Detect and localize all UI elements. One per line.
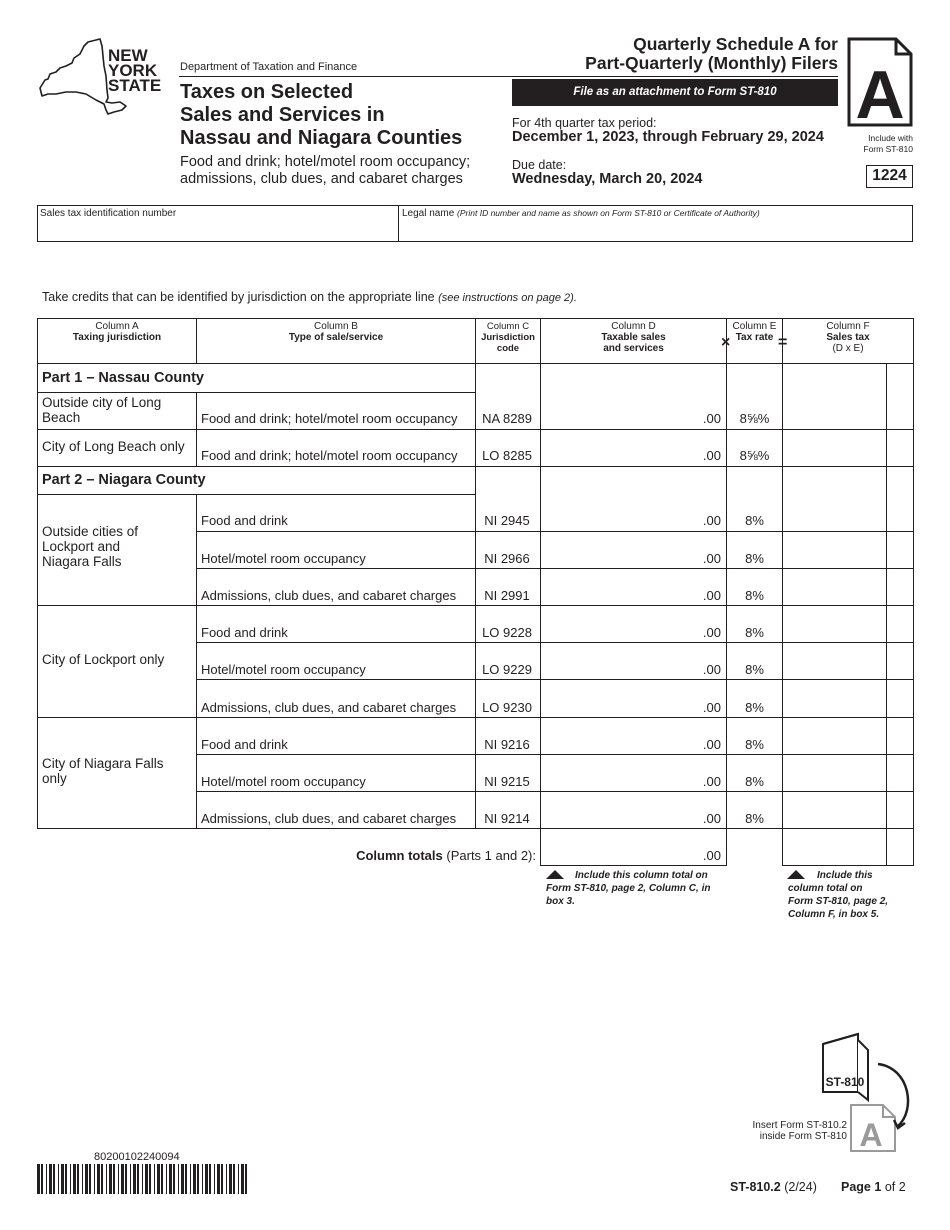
taxable-sales-input[interactable]: .00: [702, 662, 721, 677]
schedule-title: Quarterly Schedule A for Part-Quarterly (Monthly) Filers: [585, 34, 838, 73]
barcode-bar: [53, 1164, 55, 1194]
taxable-sales-input[interactable]: .00: [702, 513, 721, 528]
barcode-bar: [89, 1164, 91, 1194]
code-cell: LO 9230: [482, 700, 532, 715]
barcode-bar: [118, 1164, 119, 1194]
grid-line: [196, 791, 914, 792]
grid-line: [37, 605, 914, 606]
barcode-bar: [169, 1164, 172, 1194]
barcode-bar: [233, 1164, 235, 1194]
tax-rate-cell: 8%: [745, 774, 764, 789]
jurisdiction-cell: Outside city of Long Beach: [42, 395, 162, 425]
barcode-bar: [241, 1164, 244, 1194]
service-cell: Food and drink; hotel/motel room occupancy: [201, 448, 458, 463]
code-cell: LO 9229: [482, 662, 532, 677]
column-f-total-note: Include this column total on Form ST-810, page 2, Column F, in box 5.: [788, 870, 889, 920]
barcode-bar: [214, 1164, 215, 1194]
barcode-bar: [145, 1164, 148, 1194]
service-cell: Food and drink: [201, 625, 288, 640]
footer-icon-back-letter: A: [859, 1117, 883, 1153]
barcode-bar: [205, 1164, 208, 1194]
barcode-bar: [221, 1164, 223, 1194]
footer-icon-front-label: ST-810: [825, 1075, 865, 1089]
barcode-bar: [173, 1164, 175, 1194]
barcode-bar: [85, 1164, 88, 1194]
column-b-header: Column B Type of sale/service: [288, 321, 384, 343]
barcode-bar: [245, 1164, 247, 1194]
barcode-bar: [217, 1164, 220, 1194]
tax-rate-cell: 8%: [745, 700, 764, 715]
barcode-bar: [49, 1164, 52, 1194]
grid-line: [196, 531, 914, 532]
header-rule: [179, 76, 838, 77]
grid-line: [540, 865, 727, 866]
due-date-label: Due date:: [512, 158, 567, 172]
period-value: December 1, 2023, through February 29, 2024: [512, 129, 824, 145]
grid-line: [196, 568, 914, 569]
legal-name-note: (Print ID number and name as shown on Form ST-810 or Certificate of Authority): [457, 208, 760, 218]
credit-instruction: [42, 290, 577, 304]
grid-line: [196, 754, 914, 755]
taxable-sales-input[interactable]: .00: [702, 625, 721, 640]
grid-line: [782, 865, 914, 866]
part-2-title: Part 2 – Niagara County: [42, 472, 206, 488]
schedule-a-document-icon: [846, 36, 914, 128]
grid-line: [196, 679, 914, 680]
grid-line: [37, 717, 914, 718]
logo-line-york: YORK: [108, 61, 158, 80]
taxable-sales-input[interactable]: .00: [702, 588, 721, 603]
barcode-bar: [109, 1164, 112, 1194]
column-e-header: Column E Tax rate: [732, 321, 777, 343]
code-cell: LO 8285: [482, 448, 532, 463]
part-1-title: Part 1 – Nassau County: [42, 370, 204, 386]
taxable-sales-input[interactable]: .00: [702, 448, 721, 463]
form-code-box: 1224: [866, 165, 913, 188]
tax-rate-cell: 8⅝%: [739, 448, 770, 463]
barcode-bar: [65, 1164, 67, 1194]
tax-rate-cell: 8%: [745, 625, 764, 640]
barcode-bar: [178, 1164, 179, 1194]
legal-name-label: Legal name: [402, 208, 455, 219]
service-cell: Admissions, club dues, and cabaret charges: [201, 811, 457, 826]
legal-name-field[interactable]: [402, 208, 760, 219]
code-cell: NI 9214: [484, 811, 530, 826]
barcode-bar: [97, 1164, 100, 1194]
code-cell: NA 8289: [482, 411, 532, 426]
taxable-sales-input[interactable]: .00: [702, 737, 721, 752]
code-cell: NI 9216: [484, 737, 530, 752]
barcode-bar: [125, 1164, 127, 1194]
jurisdiction-cell: Outside cities of Lockport and Niagara Falls: [42, 524, 139, 569]
new-york-state-logo: [36, 36, 164, 116]
grid-line: [37, 828, 914, 829]
barcode-number: 80200102240094: [94, 1151, 180, 1163]
code-cell: NI 2945: [484, 513, 530, 528]
code-cell: NI 2991: [484, 588, 530, 603]
taxable-sales-input[interactable]: .00: [702, 411, 721, 426]
code-cell: NI 9215: [484, 774, 530, 789]
barcode-bar: [101, 1164, 103, 1194]
jurisdiction-cell: City of Lockport only: [42, 652, 165, 667]
barcode-bar: [229, 1164, 232, 1194]
attachment-banner: File as an attachment to Form ST-810: [512, 79, 838, 106]
grid-line: [913, 318, 914, 866]
sales-tax-id-field[interactable]: Sales tax identification number: [40, 208, 177, 219]
tax-rate-cell: 8%: [745, 737, 764, 752]
page-number: Page 1 of 2: [841, 1180, 906, 1194]
code-cell: LO 9228: [482, 625, 532, 640]
barcode-bar: [149, 1164, 151, 1194]
schedule-letter: A: [855, 57, 905, 128]
barcode-bar: [113, 1164, 115, 1194]
barcode-bar: [226, 1164, 227, 1194]
barcode-bar: [154, 1164, 155, 1194]
barcode-bar: [46, 1164, 47, 1194]
credit-instruction-note: (see instructions on page 2).: [438, 292, 577, 304]
column-a-header: Column A Taxing jurisdiction: [72, 321, 162, 343]
barcode-bar: [209, 1164, 211, 1194]
tax-rate-cell: 8%: [745, 551, 764, 566]
barcode-bar: [137, 1164, 139, 1194]
tax-rate-cell: 8%: [745, 811, 764, 826]
barcode-bar: [161, 1164, 163, 1194]
barcode-bar: [61, 1164, 64, 1194]
grid-line: [37, 466, 914, 467]
taxable-sales-input[interactable]: .00: [702, 811, 721, 826]
taxable-sales-input[interactable]: .00: [702, 774, 721, 789]
service-cell: Food and drink; hotel/motel room occupancy: [201, 411, 458, 426]
barcode-bar: [238, 1164, 239, 1194]
equals-icon: =: [778, 334, 788, 351]
barcode-bar: [190, 1164, 191, 1194]
barcode-bar: [106, 1164, 107, 1194]
column-f-header: Column F Sales tax (D x E): [826, 321, 870, 354]
column-totals-label: Column totals (Parts 1 and 2):: [356, 848, 536, 863]
period-label: For 4th quarter tax period:: [512, 116, 657, 130]
barcode-bar: [133, 1164, 136, 1194]
form-title: Taxes on Selected Sales and Services in Nassau and Niagara Counties: [180, 81, 463, 149]
form-subtitle: Food and drink; hotel/motel room occupancy; admissions, club dues, and cabaret charges: [180, 154, 471, 187]
barcode-bar: [197, 1164, 199, 1194]
barcode-bar: [94, 1164, 95, 1194]
barcode-bar: [181, 1164, 184, 1194]
department-name: Department of Taxation and Finance: [180, 61, 358, 73]
barcode-bar: [130, 1164, 131, 1194]
service-cell: Admissions, club dues, and cabaret charges: [201, 700, 457, 715]
logo-line-new: NEW: [108, 46, 148, 65]
service-cell: Food and drink: [201, 513, 288, 528]
tax-rate-cell: 8%: [745, 588, 764, 603]
identification-divider: [398, 205, 399, 242]
column-c-header: Column C Jurisdiction code: [481, 321, 535, 354]
service-cell: Hotel/motel room occupancy: [201, 774, 366, 789]
column-d-total-input[interactable]: .00: [702, 848, 721, 863]
grid-line: [37, 392, 476, 393]
barcode-bar: [166, 1164, 167, 1194]
barcode-bar: [82, 1164, 83, 1194]
grid-line: [782, 318, 783, 866]
taxable-sales-input[interactable]: .00: [702, 700, 721, 715]
grid-line: [37, 494, 476, 495]
credit-instruction-text: Take credits that can be identified by jurisdiction on the appropriate line: [42, 290, 435, 304]
barcode-bar: [185, 1164, 187, 1194]
barcode-bar: [77, 1164, 79, 1194]
grid-line: [196, 642, 914, 643]
due-date-value: Wednesday, March 20, 2024: [512, 171, 703, 187]
barcode-bar: [202, 1164, 203, 1194]
barcode-bar: [193, 1164, 196, 1194]
jurisdiction-cell: City of Niagara Falls only: [42, 756, 164, 786]
code-cell: NI 2966: [484, 551, 530, 566]
grid-line: [37, 429, 914, 430]
barcode-bar: [73, 1164, 76, 1194]
tax-rate-cell: 8%: [745, 513, 764, 528]
grid-line: [196, 494, 197, 829]
column-d-total-note: Include this column total on Form ST-810, page 2, Column C, in box 3.: [546, 870, 711, 907]
insert-note: Insert Form ST-810.2 inside Form ST-810: [752, 1120, 847, 1142]
service-cell: Admissions, club dues, and cabaret charges: [201, 588, 457, 603]
tax-rate-cell: 8%: [745, 662, 764, 677]
barcode-icon: [37, 1164, 249, 1194]
barcode-bar: [37, 1164, 40, 1194]
barcode-bar: [58, 1164, 59, 1194]
grid-line: [37, 318, 38, 829]
barcode-bar: [41, 1164, 43, 1194]
logo-line-state: STATE: [108, 76, 162, 95]
barcode-bar: [142, 1164, 143, 1194]
barcode-bar: [157, 1164, 160, 1194]
include-note: Include with Form ST-810: [863, 133, 913, 154]
barcode-bar: [121, 1164, 124, 1194]
jurisdiction-cell: City of Long Beach only: [42, 439, 185, 454]
service-cell: Hotel/motel room occupancy: [201, 551, 366, 566]
barcode-bar: [70, 1164, 71, 1194]
service-cell: Food and drink: [201, 737, 288, 752]
tax-rate-cell: 8⅝%: [739, 411, 770, 426]
service-cell: Hotel/motel room occupancy: [201, 662, 366, 677]
grid-line: [475, 318, 476, 829]
form-identifier: ST-810.2 (2/24): [730, 1180, 817, 1194]
column-d-header: Column D Taxable sales and services: [601, 321, 666, 354]
multiply-icon: ×: [721, 334, 731, 351]
taxable-sales-input[interactable]: .00: [702, 551, 721, 566]
